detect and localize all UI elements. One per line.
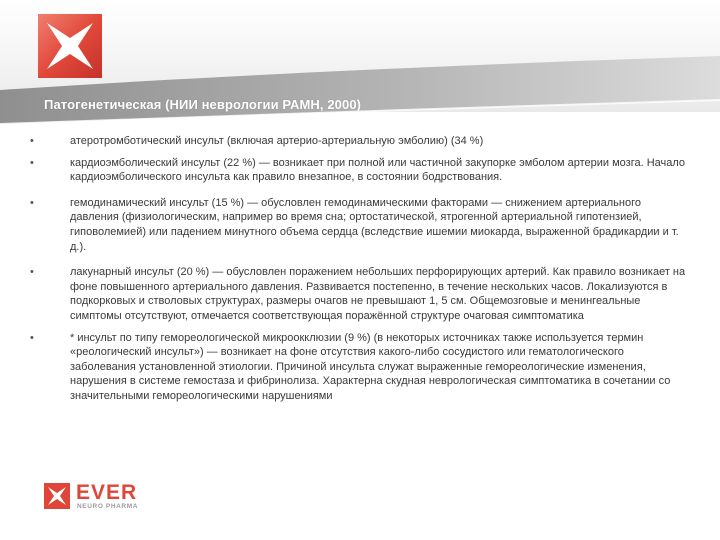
bullet-text: лакунарный инсульт (20 %) — обусловлен поражением небольших перфорирующих артерий. Как правило возникает на фоне повышенного артериального давления. Развивается постепенно, в течение нескольких часов. Локализуются в подкорковых и стволовых структурах, размеры очагов не превышают 1, 5 см. Общемозговые и менингеальные симптомы отсутствуют, отмечается соответствующая поражённой структуре очаговая симптоматика (70, 266, 686, 322)
bullet-list (30, 134, 690, 407)
slide-title: Патогенетическая (НИИ неврологии РАМН, 2000) (44, 97, 362, 112)
ever-logo-word: EVER (76, 481, 138, 504)
bullet-dot: • (30, 331, 34, 344)
bullet-item-cardioembolic (30, 156, 690, 185)
bullet-text: атеротромботический инсульт (включая артерио-артериальную эмболию) (34 %) (70, 135, 484, 147)
bullet-text: * инсульт по типу гемореологической микроокклюзии (9 %) (в некоторых источниках также используется термин «реологический инсульт») — возникает на фоне отсутствия какого-либо сосудистого или гематологического заболевания установленной этиологии. Причиной инсульта служат выраженные гемореологические изменения, нарушения в системе гемостаза и фибринолиза. Характерна скудная неврологическая симптоматика в сочетании со значительными гемореологическими нарушениями (70, 331, 671, 402)
bullet-dot: • (30, 156, 34, 169)
bullet-item-atherothrombotic (30, 134, 690, 149)
bullet-text: кардиоэмболический инсульт (22 %) — возникает при полной или частичной закупорке эмболом артерии мозга. Начало кардиоэмболического инсульта как правило внезапное, в состоянии бодрствования. (70, 156, 686, 184)
red-star-logo-icon (38, 14, 102, 78)
bullet-dot: • (30, 266, 34, 279)
ever-logo-subtitle: NEURO PHARMA (77, 503, 139, 510)
ever-mark-icon (44, 483, 70, 509)
bullet-item-lacunar (30, 265, 690, 323)
ever-neuro-pharma-logo (44, 480, 154, 514)
bullet-dot: • (30, 135, 34, 147)
bullet-text: гемодинамический инсульт (15 %) — обусловлен гемодинамическими факторами — снижением артериального давления (физиологическим, например во время сна; ортостатической, ятрогенной артериальной гипотензией, гиповолемией) или падением минутного объема сердца (вследствие ишемии миокарда, выраженной брадикардии и т. д.). (70, 196, 679, 253)
bullet-item-hemodynamic (30, 196, 690, 254)
bullet-item-hemorheological (30, 331, 690, 404)
bullet-dot: • (30, 196, 34, 209)
